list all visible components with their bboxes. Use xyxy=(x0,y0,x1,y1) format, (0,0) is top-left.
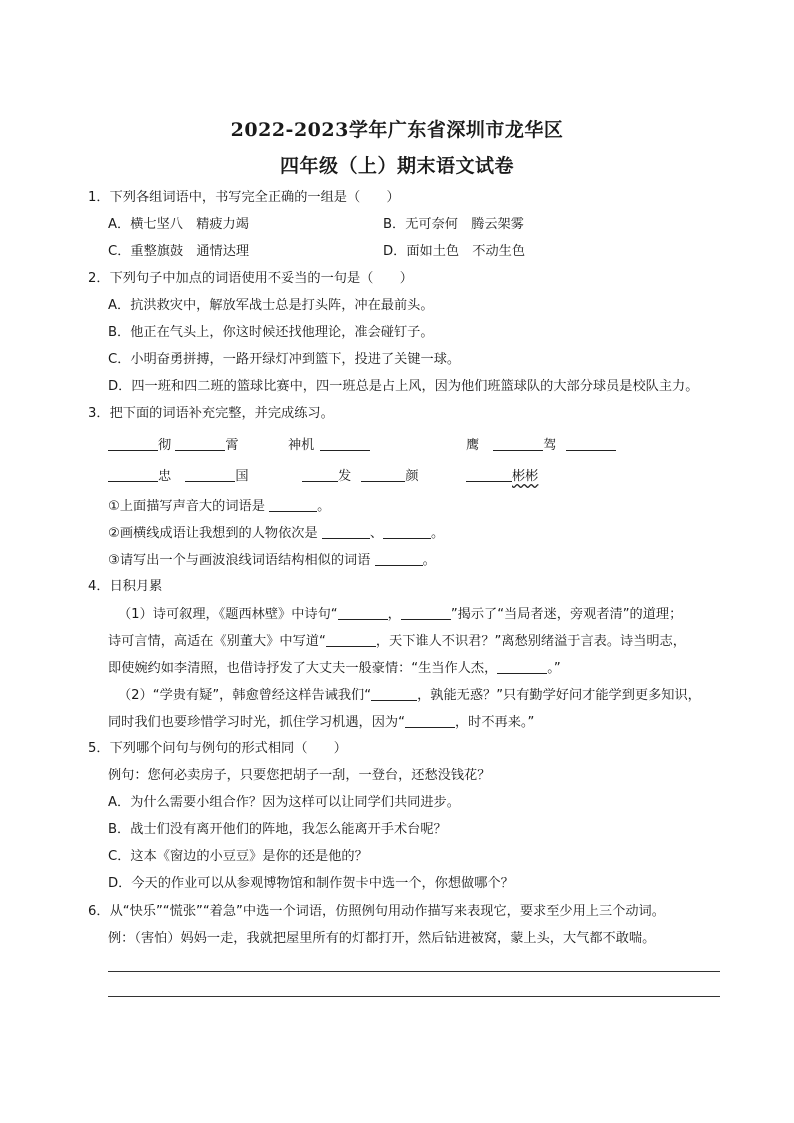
q2-option-a: A．抗洪救灾中，解放军战士总是打头阵，冲在最前头。 xyxy=(108,298,434,313)
q1-option-c: C．重整旗鼓 通情达理 xyxy=(108,244,250,259)
blank[interactable] xyxy=(466,467,512,482)
q4-text: ，时不再来。” xyxy=(454,715,535,730)
q1-stem: 1．下列各组词语中，书写完全正确的一组是（ ） xyxy=(88,190,400,205)
q4-line-3 xyxy=(108,659,561,678)
q4-line-5 xyxy=(108,713,534,732)
q2-stem: 2．下列句子中加点的词语使用不妥当的一句是（ ） xyxy=(88,271,413,286)
q3-fill-row-1c xyxy=(466,436,616,455)
q3-sub-2 xyxy=(108,524,444,543)
q4-text: ，孰能无惑？”只有勤学好问才能学到更多知识， xyxy=(417,688,701,703)
q3-stem: 3．把下面的词语补充完整，并完成练习。 xyxy=(88,406,334,421)
q3-word-part: 驾 xyxy=(543,438,557,453)
blank[interactable] xyxy=(493,436,543,451)
q2-option-d: D．四一班和四二班的篮球比赛中，四一班总是占上风，因为他们班篮球队的大部分球员是校队主力。 xyxy=(108,379,699,394)
q3-word-part: 霄 xyxy=(225,438,239,453)
q3-word-part: 国 xyxy=(235,469,249,484)
q4-line-2 xyxy=(108,632,686,651)
q3-sub-2-sep: 、 xyxy=(369,526,384,541)
blank[interactable] xyxy=(326,632,376,647)
q4-line-1 xyxy=(118,605,682,624)
q4-text: 即使婉约如李清照，也借诗抒发了大丈夫一般豪情：“生当作人杰， xyxy=(108,661,498,676)
q1-option-b: B．无可奈何 腾云架雾 xyxy=(383,217,524,232)
q3-word-part: 神机 xyxy=(288,438,315,453)
q4-text: ，天下谁人不识君？”离愁别绪溢于言表。诗当明志， xyxy=(375,634,686,649)
q2-option-c: C．小明奋勇拼搏，一路开绿灯冲到篮下，投进了关键一球。 xyxy=(108,352,461,367)
q3-fill-row-2 xyxy=(108,467,249,486)
blank[interactable] xyxy=(108,436,158,451)
answer-line[interactable] xyxy=(108,971,720,972)
q3-fill-row-1b xyxy=(288,436,370,455)
blank[interactable] xyxy=(383,524,431,539)
q6-stem: 6．从“快乐”“慌张”“着急”中选一个词语，仿照例句用动作描写来表现它，要求至少用上三个动词。 xyxy=(88,904,665,919)
q4-text: 同时我们也要珍惜学习时光，抓住学习机遇，因为“ xyxy=(108,715,405,730)
q5-example: 例句：您何必卖房子，只要您把胡子一刮，一登台，还愁没钱花？ xyxy=(108,768,491,783)
q5-option-b: B．战士们没有离开他们的阵地，我怎么能离开手术台呢？ xyxy=(108,822,447,837)
q3-word-part: 彬彬 xyxy=(512,469,539,484)
q3-sub-3-end: 。 xyxy=(422,553,436,568)
q5-option-a: A．为什么需要小组合作？因为这样可以让同学们共同进步。 xyxy=(108,795,460,810)
q3-word-part: 鹰 xyxy=(466,438,480,453)
blank[interactable] xyxy=(371,686,417,701)
q4-text: （2）“学贵有疑”，韩愈曾经这样告诫我们“ xyxy=(118,688,372,703)
q4-text: 诗可言情，高适在《别董大》中写道“ xyxy=(108,634,326,649)
blank[interactable] xyxy=(405,713,455,728)
q3-sub-1-text: ①上面描写声音大的词语是 xyxy=(108,499,265,514)
blank[interactable] xyxy=(338,605,388,620)
q3-sub-1 xyxy=(108,497,330,516)
q4-stem: 4．日积月累 xyxy=(88,579,163,594)
blank[interactable] xyxy=(361,467,405,482)
blank[interactable] xyxy=(269,497,317,512)
q3-word-part: 颜 xyxy=(405,469,419,484)
blank[interactable] xyxy=(175,436,225,451)
q5-option-d: D．今天的作业可以从参观博物馆和制作贺卡中选一个，你想做哪个？ xyxy=(108,876,514,891)
q3-sub-2-text: ②画横线成语让我想到的人物依次是 xyxy=(108,526,318,541)
q3-sub-3 xyxy=(108,551,436,570)
exam-title-line2: 四年级（上）期末语文试卷 xyxy=(279,155,514,177)
blank[interactable] xyxy=(497,659,547,674)
q4-text: ”揭示了“当局者迷，旁观者清”的道理； xyxy=(450,607,683,622)
blank[interactable] xyxy=(108,467,158,482)
blank[interactable] xyxy=(320,436,370,451)
q3-sub-3-text: ③请写出一个与画波浪线词语结构相似的词语 xyxy=(108,553,371,568)
exam-title-line1: 2022-2023学年广东省深圳市龙华区 xyxy=(230,119,564,141)
q3-fill-row-1 xyxy=(108,436,239,455)
blank[interactable] xyxy=(302,467,338,482)
blank[interactable] xyxy=(322,524,370,539)
blank[interactable] xyxy=(375,551,423,566)
q3-word-part: 忠 xyxy=(158,469,172,484)
q5-stem: 5．下列哪个问句与例句的形式相同（ ） xyxy=(88,741,347,756)
q3-word-part: 发 xyxy=(338,469,352,484)
q6-example: 例：（害怕）妈妈一走，我就把屋里所有的灯都打开，然后钻进被窝，蒙上头，大气都不敢喘。 xyxy=(108,931,656,946)
q3-word-part: 彻 xyxy=(158,438,172,453)
blank[interactable] xyxy=(566,436,616,451)
q1-option-a: A．横七坚八 精疲力竭 xyxy=(108,217,249,232)
blank[interactable] xyxy=(185,467,235,482)
q5-option-c: C．这本《窗边的小豆豆》是你的还是他的？ xyxy=(108,849,368,864)
q4-text: （1）诗可叙理，《题西林壁》中诗句“ xyxy=(118,607,338,622)
q4-text: ， xyxy=(387,607,401,622)
blank[interactable] xyxy=(401,605,451,620)
q2-option-b: B．他正在气头上，你这时候还找他理论，准会碰钉子。 xyxy=(108,325,434,340)
q4-text: 。” xyxy=(547,661,561,676)
q3-fill-row-2c xyxy=(466,467,538,486)
q3-fill-row-2b xyxy=(302,467,419,486)
q1-option-d: D．面如土色 不动生色 xyxy=(383,244,526,259)
q4-line-4 xyxy=(118,686,701,705)
answer-line[interactable] xyxy=(108,996,720,997)
q3-sub-2-end: 。 xyxy=(431,526,445,541)
q3-sub-1-end: 。 xyxy=(317,499,331,514)
